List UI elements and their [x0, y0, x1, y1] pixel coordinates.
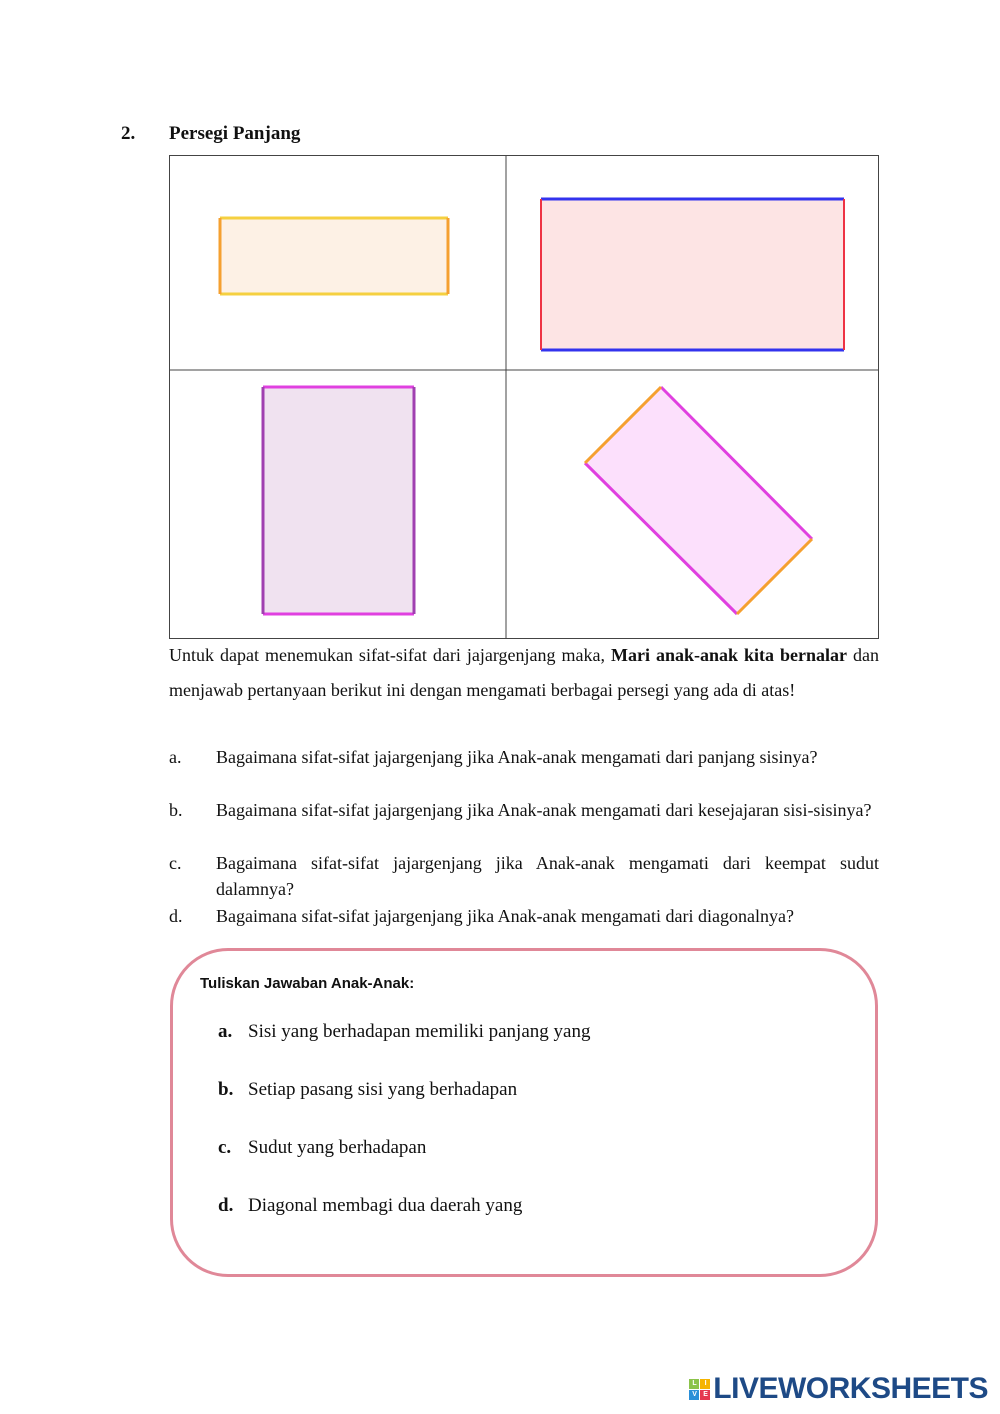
intro-paragraph — [169, 638, 879, 707]
answer-label: c. — [218, 1137, 232, 1158]
logo-tiles-icon — [689, 1379, 710, 1400]
question-d — [169, 903, 879, 929]
answer-text: Sisi yang berhadapan memiliki panjang yang — [248, 1021, 591, 1042]
intro-text-2: dan menjawab pertanyaan berikut ini dengan mengamati berbagai persegi yang ada di atas! — [169, 645, 879, 700]
answer-text: Setiap pasang sisi yang berhadapan — [248, 1079, 518, 1100]
answer-box — [170, 948, 878, 1277]
question-c — [169, 850, 879, 902]
question-label: c. — [169, 853, 182, 873]
answer-c — [218, 1137, 426, 1159]
answer-d — [218, 1195, 522, 1217]
question-label: a. — [169, 747, 182, 767]
answer-box-title: Tuliskan Jawaban Anak-Anak: — [200, 975, 415, 992]
question-a — [169, 744, 879, 770]
answer-text: Sudut yang berhadapan — [248, 1137, 427, 1158]
question-label: d. — [169, 906, 183, 926]
answer-label: b. — [218, 1079, 234, 1100]
logo-text: LIVEWORKSHEETS — [713, 1372, 988, 1405]
question-text: Bagaimana sifat-sifat jajargenjang jika Anak-anak mengamati dari diagonalnya? — [216, 906, 794, 926]
rectangle-3 — [263, 387, 414, 614]
logo-tile: L — [689, 1379, 699, 1389]
rectangle-1 — [220, 218, 448, 294]
logo-tile: I — [700, 1379, 710, 1389]
rectangle-figures-table — [0, 0, 1000, 660]
question-text: Bagaimana sifat-sifat jajargenjang jika Anak-anak mengamati dari kesejajaran sisi-sisinya? — [216, 800, 872, 820]
question-label: b. — [169, 800, 183, 820]
answer-label: d. — [218, 1195, 234, 1216]
question-text: Bagaimana sifat-sifat jajargenjang jika Anak-anak mengamati dari panjang sisinya? — [216, 747, 818, 767]
rectangle-4-rotated — [585, 387, 812, 614]
intro-bold: Mari anak-anak kita bernalar — [611, 645, 847, 665]
section-title: Persegi Panjang — [169, 123, 301, 144]
rectangle-2 — [541, 199, 844, 350]
question-text: Bagaimana sifat-sifat jajargenjang jika Anak-anak mengamati dari keempat sudut dalamnya? — [216, 853, 879, 899]
answer-a — [218, 1021, 590, 1043]
section-number: 2. — [121, 123, 136, 144]
logo-tile: V — [689, 1390, 699, 1400]
answer-text: Diagonal membagi dua daerah yang — [248, 1195, 523, 1216]
question-b — [169, 797, 879, 823]
answer-label: a. — [218, 1021, 233, 1042]
answer-b — [218, 1079, 517, 1101]
logo-tile: E — [700, 1390, 710, 1400]
intro-text: Untuk dapat menemukan sifat-sifat dari jajargenjang maka, — [169, 645, 611, 665]
liveworksheets-logo — [689, 1372, 988, 1406]
